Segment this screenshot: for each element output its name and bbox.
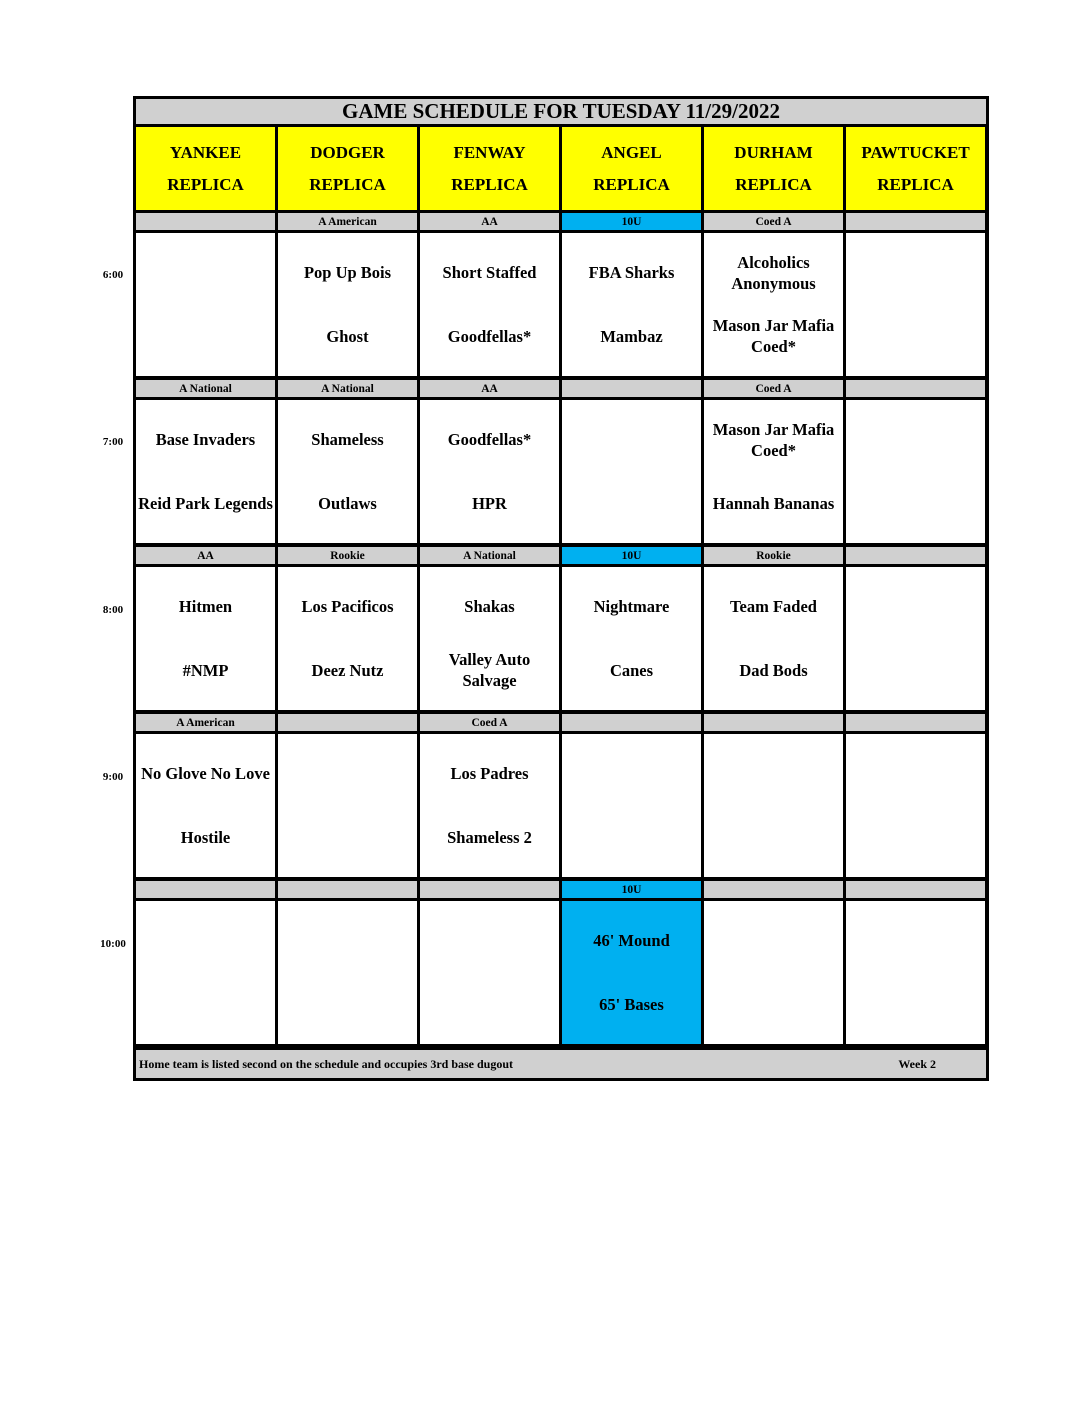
game-slot	[704, 734, 843, 877]
game-slot	[846, 901, 985, 1044]
away-team: No Glove No Love	[141, 764, 270, 784]
field-header	[278, 127, 417, 210]
away-team: Base Invaders	[155, 430, 256, 450]
division-label: 10U	[562, 881, 701, 898]
game-slot	[704, 901, 843, 1044]
game-slot	[278, 567, 417, 710]
field-name: FENWAY	[453, 142, 526, 162]
time-label: 7:00	[102, 436, 124, 448]
game-slot	[562, 734, 701, 877]
division-label: AA	[420, 380, 559, 397]
schedule-title: GAME SCHEDULE FOR TUESDAY 11/29/2022	[136, 99, 986, 124]
game-slot	[562, 233, 701, 376]
game-slot	[420, 567, 559, 710]
division-label: A National	[136, 380, 275, 397]
time-label: 9:00	[102, 771, 124, 783]
division-label	[846, 213, 985, 230]
schedule-footer	[136, 1050, 986, 1078]
division-label	[136, 881, 275, 898]
division-label	[846, 881, 985, 898]
away-team: Los Pacificos	[301, 597, 394, 617]
field-header	[420, 127, 559, 210]
home-team: Valley Auto Salvage	[448, 650, 531, 691]
home-team: Outlaws	[318, 493, 377, 513]
division-label: 10U	[562, 213, 701, 230]
home-team: Canes	[609, 660, 654, 680]
field-header	[846, 127, 985, 210]
game-slot	[420, 901, 559, 1044]
game-slot	[846, 567, 985, 710]
game-slot	[136, 734, 275, 877]
division-label: 10U	[562, 547, 701, 564]
home-team: Shameless 2	[447, 827, 532, 847]
division-label	[136, 213, 275, 230]
game-slot	[420, 400, 559, 543]
time-label: 10:00	[100, 938, 126, 950]
home-team: Deez Nutz	[311, 660, 384, 680]
game-slot	[562, 567, 701, 710]
division-label: A American	[136, 714, 275, 731]
division-label	[704, 881, 843, 898]
field-subtitle: REPLICA	[593, 174, 670, 194]
game-slot	[562, 400, 701, 543]
field-header	[136, 127, 275, 210]
away-team: Hitmen	[178, 597, 233, 617]
game-slot	[136, 400, 275, 543]
division-label: Coed A	[420, 714, 559, 731]
home-team: Mambaz	[600, 326, 663, 346]
away-team: FBA Sharks	[588, 263, 675, 283]
division-label: Rookie	[278, 547, 417, 564]
field-name: ANGEL	[601, 142, 662, 162]
away-team: Shakas	[464, 597, 515, 617]
week-label: Week 2	[898, 1056, 936, 1071]
field-name: YANKEE	[169, 142, 242, 162]
away-team: 46' Mound	[593, 931, 670, 951]
field-subtitle: REPLICA	[451, 174, 528, 194]
division-label: Rookie	[704, 547, 843, 564]
away-team: Short Staffed	[442, 263, 537, 283]
field-subtitle: REPLICA	[877, 174, 954, 194]
away-team: Los Padres	[450, 764, 529, 784]
game-slot	[278, 901, 417, 1044]
home-team: Hostile	[180, 827, 231, 847]
division-label	[420, 881, 559, 898]
game-slot	[704, 400, 843, 543]
away-team: Mason Jar Mafia Coed*	[712, 419, 835, 460]
game-slot	[420, 734, 559, 877]
division-label: AA	[136, 547, 275, 564]
away-team: Goodfellas*	[447, 430, 532, 450]
division-label: A American	[278, 213, 417, 230]
division-label	[562, 714, 701, 731]
game-slot	[846, 400, 985, 543]
division-label	[278, 881, 417, 898]
game-slot	[846, 734, 985, 877]
away-team: Nightmare	[593, 597, 670, 617]
home-team: Dad Bods	[739, 660, 808, 680]
field-name: DODGER	[310, 142, 385, 162]
division-label: Coed A	[704, 380, 843, 397]
game-slot	[136, 901, 275, 1044]
game-slot	[846, 233, 985, 376]
division-label	[562, 380, 701, 397]
field-subtitle: REPLICA	[167, 174, 244, 194]
away-team: Team Faded	[730, 597, 817, 617]
home-team-note: Home team is listed second on the schedule and occupies 3rd base dugout	[139, 1056, 514, 1071]
game-slot	[562, 901, 701, 1044]
schedule-table	[133, 96, 989, 1081]
away-team: Alcoholics Anonymous	[731, 252, 816, 293]
field-subtitle: REPLICA	[309, 174, 386, 194]
division-label	[846, 714, 985, 731]
home-team: Goodfellas*	[447, 326, 532, 346]
division-label	[278, 714, 417, 731]
game-slot	[420, 233, 559, 376]
field-header	[704, 127, 843, 210]
game-slot	[278, 734, 417, 877]
field-name: DURHAM	[734, 142, 813, 162]
game-slot	[704, 233, 843, 376]
division-label	[846, 380, 985, 397]
time-label: 6:00	[102, 269, 124, 281]
away-team: Shameless	[311, 430, 384, 450]
home-team: Ghost	[326, 326, 369, 346]
home-team: Mason Jar Mafia Coed*	[712, 316, 835, 357]
home-team: 65' Bases	[599, 994, 664, 1014]
game-slot	[278, 233, 417, 376]
division-label: AA	[420, 213, 559, 230]
division-label	[704, 714, 843, 731]
game-slot	[136, 233, 275, 376]
game-slot	[704, 567, 843, 710]
home-team: #NMP	[182, 660, 229, 680]
division-label: Coed A	[704, 213, 843, 230]
home-team: Reid Park Legends	[138, 493, 273, 513]
field-subtitle: REPLICA	[735, 174, 812, 194]
away-team: Pop Up Bois	[303, 263, 392, 283]
time-label: 8:00	[102, 604, 124, 616]
game-slot	[278, 400, 417, 543]
game-slot	[136, 567, 275, 710]
division-label: A National	[278, 380, 417, 397]
home-team: Hannah Bananas	[712, 493, 835, 513]
field-name: PAWTUCKET	[861, 142, 970, 162]
home-team: HPR	[472, 493, 507, 513]
field-header	[562, 127, 701, 210]
division-label: A National	[420, 547, 559, 564]
division-label	[846, 547, 985, 564]
